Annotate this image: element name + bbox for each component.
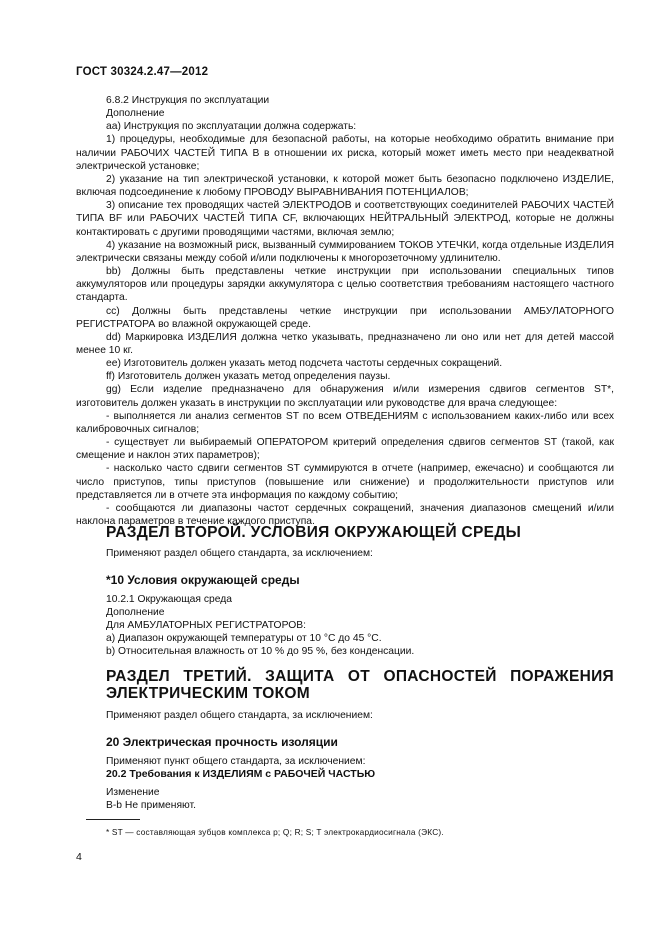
change-text: B-b Не применяют. — [106, 800, 196, 811]
section-6-8-2 — [76, 94, 614, 528]
footnote: * ST — составляющая зубцов комплекса р; Q; R; S; T электрокардиосигнала (ЭКС). — [106, 827, 444, 837]
paragraph: 2) указание на тип электрической установки, к которой может быть безопасно подключено ИЗДЕЛИЕ, включая подсоединение к любому ПРОВОДУ ВЫРАВНИВАНИЯ ПОТЕНЦИАЛОВ; — [76, 173, 614, 199]
paragraph: - существует ли выбираемый ОПЕРАТОРОМ критерий определения сдвигов сегментов ST (такой, как смещение и наклон этих параметров); — [76, 437, 614, 462]
paragraph: aa) Инструкция по эксплуатации должна содержать: — [106, 121, 357, 133]
clause-20-title: 20 Электрическая прочность изоляции — [106, 735, 338, 749]
paragraph: ff) Изготовитель должен указать метод определения паузы. — [106, 371, 391, 383]
paragraph: Дополнение — [106, 108, 165, 120]
page-number: 4 — [76, 851, 82, 863]
section-three-title-line: РАЗДЕЛ ТРЕТИЙ. ЗАЩИТА ОТ ОПАСНОСТЕЙ ПОРАЖЕНИЯ — [106, 668, 614, 685]
clause-10-line: Для АМБУЛАТОРНЫХ РЕГИСТРАТОРОВ: — [106, 620, 306, 631]
section-two-intro: Применяют раздел общего стандарта, за исключением: — [106, 548, 373, 559]
paragraph: 6.8.2 Инструкция по эксплуатации — [106, 95, 270, 106]
paragraph: cc) Должны быть представлены четкие инструкции при использовании АМБУЛАТОРНОГО РЕГИСТРАТОРА во влажной окружающей среде. — [76, 305, 614, 330]
clause-10-line: b) Относительная влажность от 10 % до 95 %, без конденсации. — [106, 646, 415, 657]
footnote-divider — [86, 819, 140, 820]
paragraph: 1) процедуры, необходимые для безопасной работы, на которые необходимо обратить внимание при наличии РАБОЧИХ ЧАСТЕЙ ТИПА В в отношении их риска, который может иметь место при неадекватной электрической установке; — [76, 134, 614, 172]
paragraph: - насколько часто сдвиги сегментов ST суммируются в отчете (например, ежечасно) и сообщаются ли число приступов, типы приступов (повышение или снижение) и продолжительности приступов или представляется ли в отчете эта информация по каждому событию; — [76, 463, 614, 501]
subclause-20-2-title: 20.2 Требования к ИЗДЕЛИЯМ с РАБОЧЕЙ ЧАСТЬЮ — [106, 768, 376, 780]
clause-10-line: Дополнение — [106, 607, 165, 618]
paragraph: - сообщаются ли диапазоны частот сердечных сокращений, значения диапазонов смещений и/или наклона параметров в течение каждого приступа. — [76, 502, 614, 527]
paragraph: gg) Если изделие предназначено для обнаружения и/или измерения сдвигов сегментов ST*, изготовитель должен указать в инструкции по эксплуатации или руководстве для врача следующее: — [76, 384, 614, 409]
clause-10-line: 10.2.1 Окружающая среда — [106, 594, 232, 605]
section-three-title-line: ЭЛЕКТРИЧЕСКИМ ТОКОМ — [106, 685, 310, 702]
document-header: ГОСТ 30324.2.47—2012 — [76, 66, 209, 78]
paragraph: bb) Должны быть представлены четкие инструкции при использовании специальных типов аккумуляторов или процедуры зарядки аккумулятора с целью соответствия требованиям настоящего частного стандарта. — [76, 266, 614, 304]
section-three-title — [106, 668, 614, 702]
section-two-title: РАЗДЕЛ ВТОРОЙ. УСЛОВИЯ ОКРУЖАЮЩЕЙ СРЕДЫ — [106, 524, 522, 541]
paragraph: - выполняется ли анализ сегментов ST по всем ОТВЕДЕНИЯМ с использованием каких-либо или всех калибровочных сигналов; — [76, 410, 614, 435]
paragraph: 3) описание тех проводящих частей ЭЛЕКТРОДОВ и соответствующих соединителей РАБОЧИХ ЧАСТЕЙ ТИПА BF или РАБОЧИХ ЧАСТЕЙ ТИПА CF, включающих НЕЙТРАЛЬНЫЙ ЭЛЕКТРОД, которые не должны контактировать с другими проводящими частями, включая землю; — [76, 200, 614, 238]
paragraph: 4) указание на возможный риск, вызванный суммированием ТОКОВ УТЕЧКИ, когда отдельные ИЗДЕЛИЯ электрически связаны между собой и/или подключены к многорозеточному удлинителю. — [76, 239, 614, 264]
clause-20-intro: Применяют пункт общего стандарта, за исключением: — [106, 756, 366, 767]
clause-10-body — [106, 593, 414, 658]
paragraph: ee) Изготовитель должен указать метод подсчета частоты сердечных сокращений. — [106, 358, 503, 370]
section-three-intro: Применяют раздел общего стандарта, за исключением: — [106, 710, 373, 721]
paragraph: dd) Маркировка ИЗДЕЛИЯ должна четко указывать, предназначено ли оно или нет для детей массой менее 10 кг. — [76, 331, 614, 356]
clause-10-line: a) Диапазон окружающей температуры от 10 °C до 45 °C. — [106, 633, 382, 644]
clause-10-title: *10 Условия окружающей среды — [106, 573, 300, 587]
change-label: Изменение — [106, 787, 160, 798]
